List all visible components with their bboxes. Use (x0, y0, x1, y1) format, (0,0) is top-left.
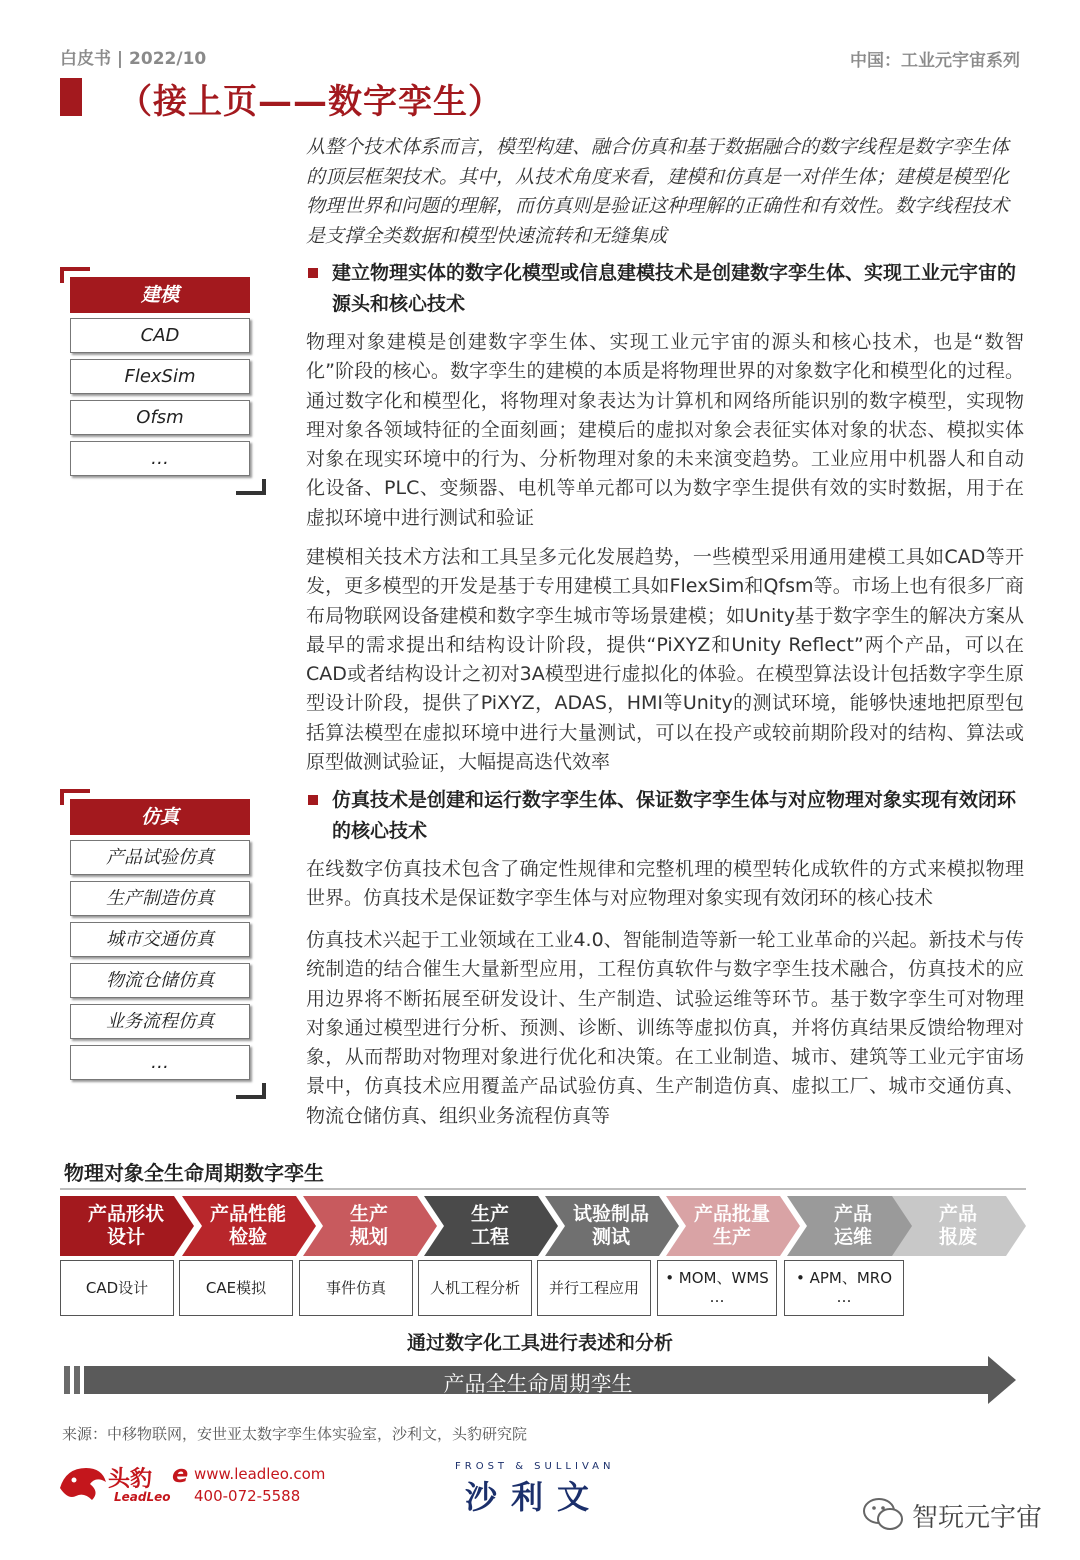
modeling-box-item: … (70, 441, 250, 476)
wechat-account-name: 智玩元宇宙 (912, 1503, 1043, 1533)
stage-label-line2: 设计 (106, 1226, 145, 1248)
stage-label-line1: 生产 (470, 1203, 509, 1225)
tool-label-more: … (709, 1288, 725, 1306)
tool-box (299, 1260, 413, 1316)
tool-label: • APM、MRO (795, 1269, 893, 1287)
stage-label-line2: 规划 (349, 1226, 388, 1248)
digital-tools-label: 通过数字化工具进行表述和分析 (406, 1332, 673, 1354)
stage-label (200, 1203, 296, 1249)
modeling-paragraph-2: 建模相关技术方法和工具呈多元化发展趋势，一些模型采用通用建模工具如CAD等开发，更多模型的开发是基于专用建模工具如FlexSim和Qfsm等。市场上也有很多厂商布局物联网设备建模和数字孪生城市等场景建模；如Unity基于数字孪生的解决方案从最早的需求提出和结构设计阶段，提供“PiXYZ和Unity Reflect”两个产品，可以在CAD或者结构设计之初对3A模型进行虚拟化的体验。在模型算法设计包括数字孪生原型设计阶段，提供了PiXYZ，ADAS，HMI等Unity的测试环境，能够快速地把原型包括算法模型在虚拟环境中进行大量测试，可以在投产或较前期阶段对的结构、算法或原型做测试验证，大幅提高迭代效率 (306, 546, 1024, 774)
tool-label: 并行工程应用 (548, 1279, 639, 1297)
source-note: 来源：中移物联网，安世亚太数字孪生体实验室，沙利文，头豹研究院 (62, 1425, 528, 1443)
leadleo-name-en: LeadLeo (114, 1490, 171, 1504)
header-right-label: 中国：工业元宇宙系列 (850, 51, 1020, 71)
simulation-heading (306, 785, 1026, 847)
simulation-box-title: 仿真 (70, 799, 250, 835)
leadleo-logo-icon (56, 1462, 108, 1502)
simulation-box-item: 产品试验仿真 (70, 840, 250, 875)
intro-paragraph: 从整个技术体系而言，模型构建、融合仿真和基于数据融合的数字线程是数字孪生体的顶层框架技术。其中，从技术角度来看，建模和仿真是一对伴生体；建模是模型化物理世界和问题的理解，而仿真则是验证这种理解的正确性和有效性。数字线程技术是支撑全类数据和模型快速流转和无缝集成 (306, 136, 1010, 247)
stage-label-line1: 试验制品 (572, 1203, 649, 1225)
stage-label (321, 1203, 417, 1249)
stage-label (910, 1203, 1006, 1249)
lifecycle-arrow-label: 产品全生命周期孪生 (443, 1372, 633, 1396)
modeling-sidebox (60, 267, 266, 495)
tool-label: • MOM、WMS (665, 1269, 769, 1287)
section-divider (60, 1188, 1026, 1190)
page-title: （接上页——数字孪生） (118, 82, 503, 122)
stage-label-line1: 产品 (938, 1203, 977, 1225)
leadleo-phone: 400-072-5588 (194, 1487, 301, 1505)
modeling-box-item: Ofsm (70, 400, 250, 435)
bullet-square (308, 795, 318, 805)
stage-label-line1: 产品形状 (87, 1203, 164, 1225)
tool-box (60, 1260, 174, 1316)
frost-sullivan-logo-en: FROST & SULLIVAN (455, 1461, 615, 1472)
tool-label-more: … (836, 1288, 852, 1306)
stage-label-line1: 产品批量 (693, 1203, 770, 1225)
modeling-box-item: CAD (70, 318, 250, 353)
bullet-square (308, 268, 318, 278)
corner-decoration (236, 1083, 266, 1099)
stage-label-line2: 检验 (228, 1226, 267, 1248)
title-accent-bar (60, 78, 82, 116)
stage-label-line2: 测试 (591, 1226, 630, 1248)
tool-label: CAE模拟 (205, 1279, 267, 1297)
stage-label-line2: 运维 (833, 1226, 872, 1248)
stage-label (684, 1203, 780, 1249)
header-left-label: 白皮书 | 2022/10 (60, 49, 207, 69)
tool-label: CAD设计 (85, 1279, 149, 1297)
stage-label-line1: 生产 (349, 1203, 388, 1225)
simulation-sidebox (60, 789, 266, 1099)
leadleo-name-cn: 头豹 (108, 1467, 153, 1492)
modeling-box-item: FlexSim (70, 359, 250, 394)
simulation-box-item: 业务流程仿真 (70, 1004, 250, 1039)
tool-box (657, 1260, 777, 1316)
simulation-heading-text: 仿真技术是创建和运行数字孪生体、保证数字孪生体与对应物理对象实现有效闭环的核心技术 (332, 789, 1017, 842)
corner-decoration (236, 479, 266, 495)
simulation-box-item: … (70, 1045, 250, 1080)
stage-label-line1: 产品 (833, 1203, 872, 1225)
lifecycle-title: 物理对象全生命周期数字孪生 (64, 1161, 324, 1185)
leadleo-website[interactable]: www.leadleo.com (194, 1465, 326, 1483)
frost-sullivan-logo-cn: 沙利文 (465, 1478, 604, 1516)
stage-label-line2: 工程 (470, 1226, 509, 1248)
simulation-box-item: 物流仓储仿真 (70, 963, 250, 998)
wechat-icon (862, 1494, 906, 1534)
modeling-heading (306, 258, 1026, 320)
leadleo-e-icon: e (172, 1460, 189, 1488)
tool-box (418, 1260, 532, 1316)
modeling-heading-text: 建立物理实体的数字化模型或信息建模技术是创建数字孪生体、实现工业元宇宙的源头和核心技术 (332, 262, 1017, 315)
stage-label (442, 1203, 538, 1249)
simulation-paragraph-2: 仿真技术兴起于工业领域在工业4.0、智能制造等新一轮工业革命的兴起。新技术与传统制造的结合催生大量新型应用，工程仿真软件与数字孪生技术融合，仿真技术的应用边界将不断拓展至研发设计、生产制造、试验运维等环节。基于数字孪生可对物理对象通过模型进行分析、预测、诊断、训练等虚拟仿真，并将仿真结果反馈给物理对象，从而帮助对物理对象进行优化和决策。在工业制造、城市、建筑等工业元宇宙场景中，仿真技术应用覆盖产品试验仿真、生产制造仿真、虚拟工厂、城市交通仿真、物流仓储仿真、组织业务流程仿真等 (306, 929, 1024, 1127)
tool-box (179, 1260, 293, 1316)
tool-box (537, 1260, 651, 1316)
tool-box (784, 1260, 904, 1316)
modeling-box-title: 建模 (70, 277, 250, 313)
lifecycle-stages (60, 1196, 1026, 1256)
stage-label-line1: 产品性能 (209, 1203, 286, 1225)
stage-label (563, 1203, 659, 1249)
tool-label: 人机工程分析 (429, 1279, 520, 1297)
simulation-box-item: 生产制造仿真 (70, 881, 250, 916)
simulation-paragraph-1: 在线数字仿真技术包含了确定性规律和完整机理的模型转化成软件的方式来模拟物理世界。仿真技术是保证数字孪生体与对应物理对象实现有效闭环的核心技术 (306, 858, 1024, 910)
tool-label: 事件仿真 (325, 1279, 386, 1297)
stage-label-line2: 生产 (712, 1226, 751, 1248)
stage-label (78, 1203, 174, 1249)
simulation-box-item: 城市交通仿真 (70, 922, 250, 957)
stage-label (805, 1203, 901, 1249)
stage-label-line2: 报废 (938, 1226, 977, 1248)
modeling-paragraph-1: 物理对象建模是创建数字孪生体、实现工业元宇宙的源头和核心技术，也是“数智化”阶段的核心。数字孪生的建模的本质是将物理世界的对象数字化和模型化的过程。通过数字化和模型化，将物理对象表达为计算机和网络所能识别的数字模型，实现物理对象各领域特征的全面刻画；建模后的虚拟对象会表征实体对象的状态、模拟实体对象在现实环境中的行为、分析物理对象的未来演变趋势。工业应用中机器人和自动化设备、PLC、变频器、电机等单元都可以为数字孪生提供有效的实时数据，用于在虚拟环境中进行测试和验证 (306, 331, 1024, 529)
